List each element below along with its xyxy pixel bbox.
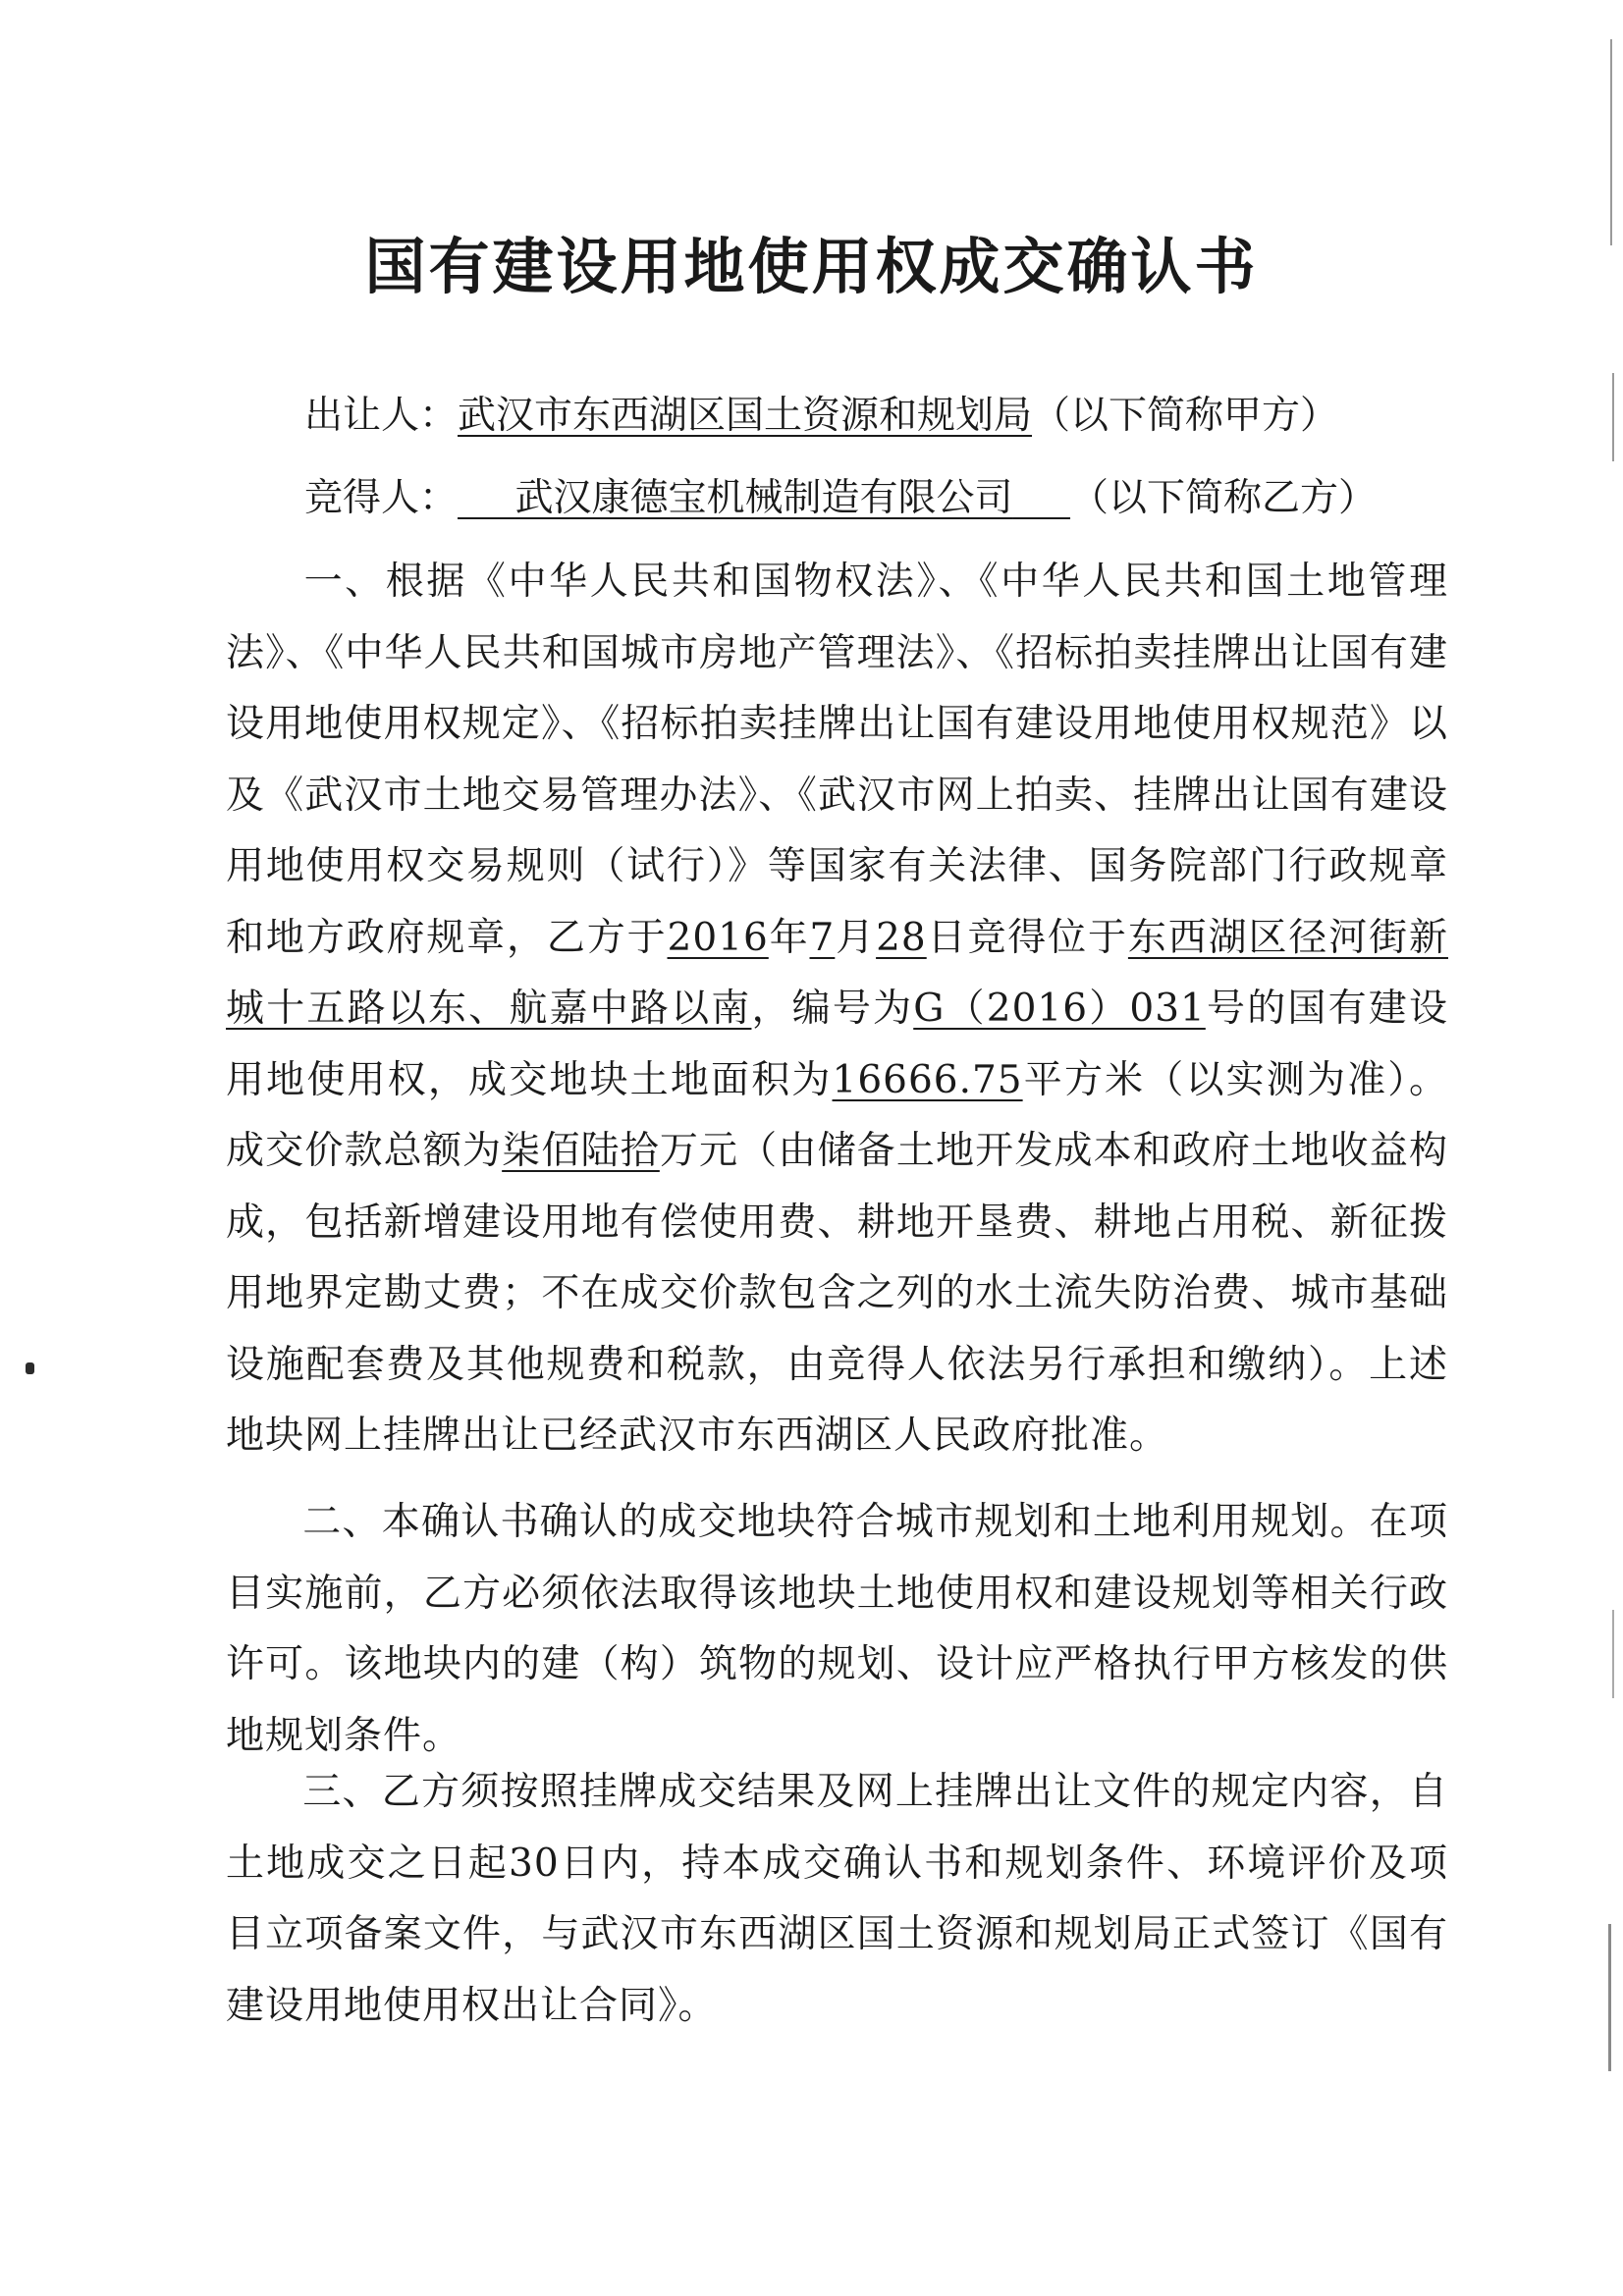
grantee-line [304,473,1377,524]
scan-edge-line [1612,1610,1614,1698]
parcel-area: 16666.75 [832,1057,1023,1102]
grantor-label: 出让人： [304,394,459,438]
deal-day: 28 [876,915,927,960]
clause-2-text: 二、本确认书确认的成交地块符合城市规划和土地利用规划。在项目实施前，乙方必须依法取得该地块土地使用权和建设规划等相关行政许可。该地块内的建（构）筑物的规划、设计应严格执行甲方核发的供地规划条件。 [226,1500,1448,1758]
deal-month: 7 [809,915,836,960]
deal-price: 柒佰陆拾 [502,1129,660,1173]
clause-1-text-a: 一、根据《中华人民共和国物权法》、《中华人民共和国土地管理法》、《中华人民共和国城市房地产管理法》、《招标拍卖挂牌出让国有建设用地使用权规定》、《招标拍卖挂牌出让国有建设用地使用权规范》以及《武汉市土地交易管理办法》、《武汉市网上拍卖、挂牌出让国有建设用地使用权交易规则（试行）》等国家有关法律、国务院部门行政规章和地方政府规章，乙方于 [226,560,1448,960]
clause-3 [226,1757,1448,2042]
deal-year: 2016 [667,915,769,960]
parcel-location: 东西湖区径河街新城十五路以东、航嘉中路以南 [226,915,1448,1031]
clause-1-text-f: 万元（由储备土地开发成本和政府土地收益构成，包括新增建设用地有偿使用费、耕地开垦费、耕地占用税、新征拨用地界定勘丈费；不在成交价款包含之列的水土流失防治费、城市基础设施配套费及其他规费和税款，由竞得人依法另行承担和缴纳）。上述地块网上挂牌出让已经武汉市东西湖区人民政府批准。 [226,1129,1448,1458]
clause-1-text-b: 日竞得位于 [926,915,1128,960]
scan-edge-line [1612,373,1614,461]
scan-speck [26,1362,34,1374]
grantor-line [304,391,1338,442]
grantee-label: 竞得人： [304,476,459,520]
document-title: 国有建设用地使用权成交确认书 [364,231,1259,302]
grantee-suffix: （以下简称乙方） [1070,476,1378,520]
clause-3-text: 三、乙方须按照挂牌成交结果及网上挂牌出让文件的规定内容，自土地成交之日起30日内，持本成交确认书和规划条件、环境评价及项目立项备案文件，与武汉市东西湖区国土资源和规划局正式签订《国有建设用地使用权出让合同》。 [226,1770,1448,2028]
clause-1-text-d: 号的国有建设用地使用权，成交地块土地面积为 [226,987,1448,1102]
clause-1-text-c: ，编号为 [751,987,914,1031]
parcel-number: G（2016）031 [913,987,1206,1031]
scan-edge-line [1610,39,1612,245]
clause-1 [226,547,1448,1472]
grantor-name: 武汉市东西湖区国土资源和规划局 [458,394,1033,438]
grantee-name: 武汉康德宝机械制造有限公司 [514,476,1013,520]
grantee-name-field [458,476,1070,520]
clause-2 [226,1487,1448,1772]
clause-1-text-e: 平方米（以实测为准）。成交价款总额为 [226,1057,1448,1173]
deal-month-unit: 月 [835,915,877,960]
grantor-suffix: （以下简称甲方） [1032,394,1339,438]
deal-year-unit: 年 [768,915,810,960]
scan-edge-line [1608,1924,1611,2071]
